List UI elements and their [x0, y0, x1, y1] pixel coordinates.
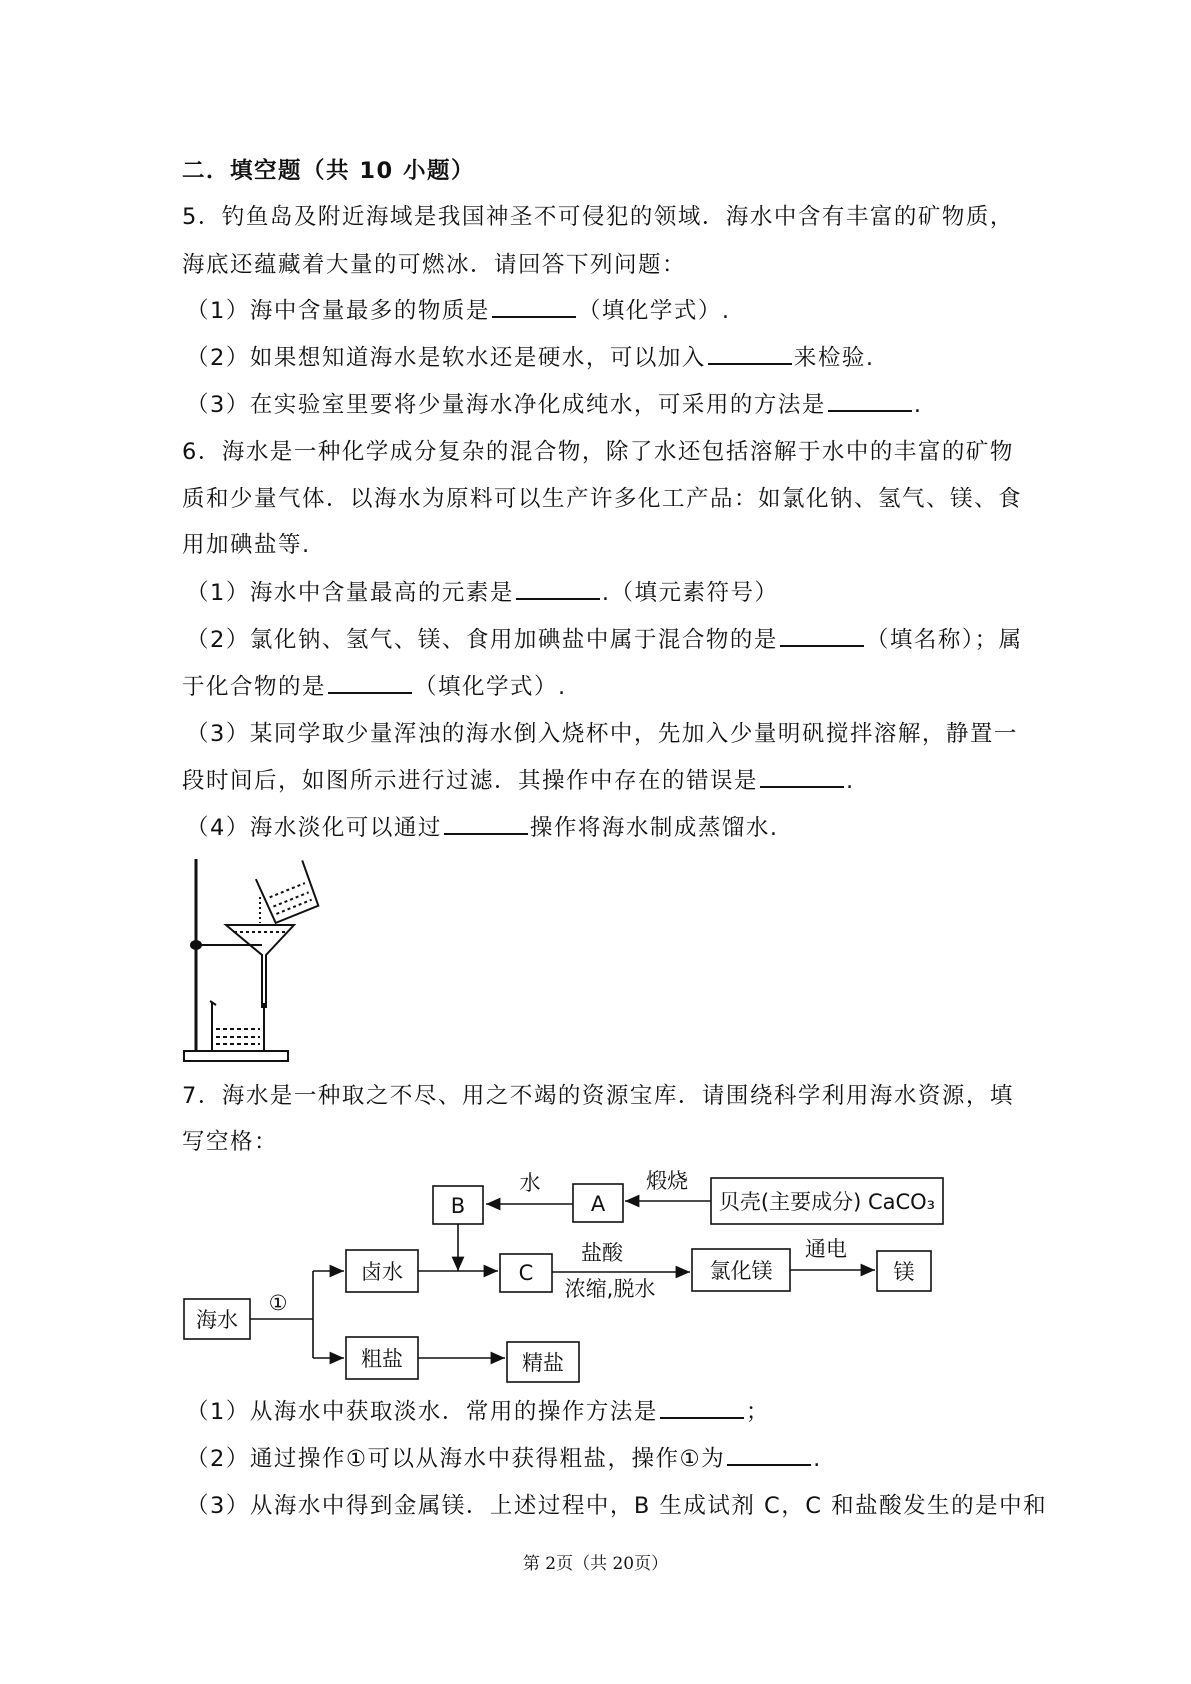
- q5-stem-line-2: 海底还蕴藏着大量的可燃冰．请回答下列问题：: [182, 252, 687, 278]
- q6-part-2-text: （2）氯化钠、氢气、镁、食用加碘盐中属于混合物的是: [186, 627, 778, 653]
- q5-part-2: [186, 343, 874, 373]
- shell-label: 贝壳(主要成分) CaCO₃: [718, 1190, 936, 1214]
- q6-part-3-cont: [182, 766, 855, 796]
- q7-part-2-text-end: .: [813, 1446, 822, 1472]
- reagent-c-label: C: [518, 1261, 534, 1285]
- electrolysis-label: 通电: [805, 1237, 847, 1261]
- water-label: 水: [519, 1171, 541, 1195]
- answer-blank[interactable]: [708, 343, 792, 365]
- q5-stem-line-1: 5．钓鱼岛及附近海域是我国神圣不可侵犯的领域．海水中含有丰富的矿物质，: [182, 204, 1014, 230]
- q7-part-1-text-end: ；: [745, 1399, 770, 1425]
- page-footer: 第 2页（共 20页）: [522, 1554, 669, 1574]
- answer-blank[interactable]: [660, 1397, 744, 1419]
- crude-salt-label: 粗盐: [361, 1347, 403, 1371]
- q6-part-4: [186, 813, 778, 843]
- answer-blank[interactable]: [328, 672, 412, 694]
- section-title: 二．填空题（共 10 小题）: [182, 158, 475, 184]
- q5-part-3-text-end: .: [913, 392, 923, 418]
- filtration-apparatus-figure: [176, 855, 336, 1065]
- refined-salt-label: 精盐: [522, 1351, 564, 1375]
- brine-label: 卤水: [361, 1260, 403, 1284]
- calcine-label: 煅烧: [646, 1169, 688, 1193]
- q6-part-1: [186, 578, 778, 608]
- q6-part-2-text-2: 于化合物的是: [182, 674, 327, 700]
- answer-blank[interactable]: [760, 766, 844, 788]
- q5-part-1-text-end: （填化学式）.: [577, 298, 731, 324]
- answer-blank[interactable]: [492, 296, 576, 318]
- reagent-b-label: B: [450, 1194, 466, 1218]
- answer-blank[interactable]: [516, 578, 600, 600]
- q5-part-3: [186, 390, 922, 420]
- q6-part-2-text-end: （填化学式）.: [414, 674, 567, 700]
- q6-part-2: [186, 625, 1023, 655]
- q7-part-1-text: （1）从海水中获取淡水．常用的操作方法是: [186, 1399, 658, 1425]
- q6-stem-line-1: 6．海水是一种化学成分复杂的混合物，除了水还包括溶解于水中的丰富的矿物: [182, 439, 1014, 465]
- q6-part-2-text-mid: （填名称）；属: [865, 627, 1023, 653]
- q6-stem-line-3: 用加碘盐等.: [182, 532, 311, 558]
- answer-blank[interactable]: [444, 813, 528, 835]
- q6-part-1-text: （1）海水中含量最高的元素是: [186, 580, 514, 606]
- seawater-label: 海水: [196, 1308, 238, 1332]
- concentrate-label: 浓缩,脱水: [564, 1277, 656, 1301]
- q6-part-4-text-end: 操作将海水制成蒸馏水.: [529, 815, 779, 841]
- q7-part-2-text: （2）通过操作①可以从海水中获得粗盐，操作①为: [186, 1446, 726, 1472]
- q6-stem-line-2: 质和少量气体．以海水为原料可以生产许多化工产品：如氯化钠、氢气、镁、食: [182, 486, 1023, 512]
- q6-part-3-text-end: .: [846, 768, 855, 794]
- q6-part-3-text: 段时间后，如图所示进行过滤．其操作中存在的错误是: [182, 768, 759, 794]
- reagent-a-label: A: [590, 1192, 606, 1216]
- q5-part-3-text: （3）在实验室里要将少量海水净化成纯水，可采用的方法是: [186, 392, 826, 418]
- answer-blank[interactable]: [780, 625, 864, 647]
- answer-blank[interactable]: [727, 1444, 811, 1466]
- mgcl2-label: 氯化镁: [709, 1259, 773, 1283]
- q7-part-2: [186, 1444, 822, 1474]
- operation-1-label: ①: [268, 1291, 288, 1315]
- answer-blank[interactable]: [828, 390, 912, 412]
- q7-part-3: （3）从海水中得到金属镁．上述过程中，B 生成试剂 C，C 和盐酸发生的是中和: [186, 1493, 1048, 1519]
- q6-part-2-cont: [182, 672, 567, 702]
- seawater-flowchart: [0, 1160, 1191, 1400]
- q7-stem-line-1: 7．海水是一种取之不尽、用之不竭的资源宝库．请围绕科学利用海水资源，填: [182, 1083, 1014, 1109]
- q7-part-1: [186, 1397, 770, 1427]
- q5-part-1: [186, 296, 730, 326]
- mg-label: 镁: [893, 1260, 915, 1284]
- q6-part-1-text-end: .（填元素符号）: [601, 580, 779, 606]
- q5-part-2-text: （2）如果想知道海水是软水还是硬水，可以加入: [186, 345, 706, 371]
- q5-part-2-text-end: 来检验.: [793, 345, 875, 371]
- q5-part-1-text: （1）海中含量最多的物质是: [186, 298, 490, 324]
- q7-stem-line-2: 写空格：: [182, 1129, 279, 1155]
- q6-part-4-text: （4）海水淡化可以通过: [186, 815, 442, 841]
- hcl-label: 盐酸: [581, 1241, 623, 1265]
- q6-part-3: （3）某同学取少量浑浊的海水倒入烧杯中，先加入少量明矾搅拌溶解，静置一: [186, 721, 1018, 747]
